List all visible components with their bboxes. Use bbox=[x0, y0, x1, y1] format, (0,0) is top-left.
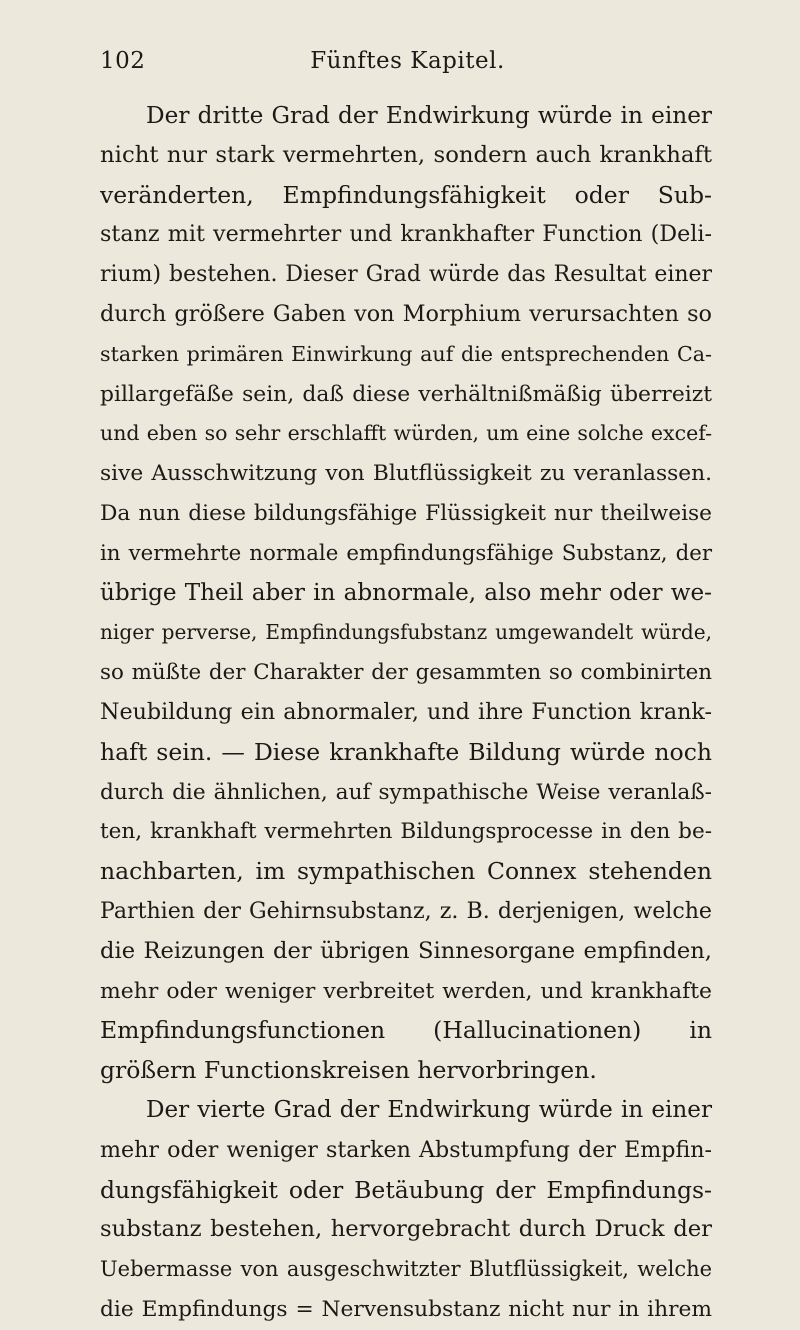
text-line: sive Ausschwitzung von Blutflüssigkeit zu veranlassen. bbox=[100, 461, 712, 487]
text-line: pillargefäße sein, daß diese verhältnißmäßig überreizt bbox=[100, 381, 712, 407]
text-line: stanz mit vermehrter und krankhafter Function (Deli- bbox=[100, 221, 712, 248]
text-line: durch größere Gaben von Morphium verursachten so bbox=[100, 300, 712, 327]
text-line: größern Functionskreisen hervorbringen. bbox=[100, 1056, 597, 1085]
text-line: rium) bestehen. Dieser Grad würde das Resultat einer bbox=[100, 262, 712, 288]
page-header bbox=[100, 44, 715, 78]
text-line: Der dritte Grad der Endwirkung würde in einer bbox=[146, 102, 712, 129]
text-line: mehr oder weniger starken Abstumpfung der Empfin- bbox=[100, 1136, 712, 1163]
text-line: Parthien der Gehirnsubstanz, z. B. derjenigen, welche bbox=[100, 897, 712, 924]
text-line: starken primären Einwirkung auf die entsprechenden Ca- bbox=[100, 341, 712, 366]
paragraph-2 bbox=[100, 1091, 712, 1330]
text-line: Neubildung ein abnormaler, und ihre Function krank- bbox=[100, 698, 712, 725]
text-line: nicht nur stark vermehrten, sondern auch krankhaft bbox=[100, 141, 712, 168]
text-line: die Reizungen der übrigen Sinnesorgane empfinden, bbox=[100, 937, 712, 964]
running-title: Fünftes Kapitel. bbox=[310, 48, 505, 74]
text-line: haft sein. — Diese krankhafte Bildung würde noch bbox=[100, 737, 712, 766]
text-line: Der vierte Grad der Endwirkung würde in einer bbox=[146, 1096, 712, 1123]
text-line: Uebermasse von ausgeschwitzter Blutflüssigkeit, welche bbox=[100, 1257, 712, 1282]
body-text bbox=[100, 96, 712, 1330]
text-line: Empfindungsfunctionen (Hallucinationen) in bbox=[100, 1016, 712, 1045]
text-line: und eben so sehr erschlafft würden, um eine solche excef- bbox=[100, 421, 712, 446]
text-line: veränderten, Empfindungsfähigkeit oder Sub- bbox=[100, 180, 712, 209]
text-line: durch die ähnlichen, auf sympathische Weise veranlaß- bbox=[100, 779, 712, 805]
text-line: ten, krankhaft vermehrten Bildungsprocesse in den be- bbox=[100, 819, 712, 845]
text-line: die Empfindungs = Nervensubstanz nicht nur in ihrem bbox=[100, 1296, 712, 1322]
text-line: dungsfähigkeit oder Betäubung der Empfindungs- bbox=[100, 1175, 712, 1204]
text-line: substanz bestehen, hervorgebracht durch Druck der bbox=[100, 1216, 712, 1243]
text-line: übrige Theil aber in abnormale, also mehr oder we- bbox=[100, 579, 712, 606]
paragraph-1 bbox=[100, 96, 712, 1091]
text-line: in vermehrte normale empfindungsfähige Substanz, der bbox=[100, 540, 712, 566]
text-line: nachbarten, im sympathischen Connex stehenden bbox=[100, 857, 712, 886]
text-line: so müßte der Charakter der gesammten so combinirten bbox=[100, 660, 712, 686]
page-number: 102 bbox=[100, 48, 146, 74]
text-line: mehr oder weniger verbreitet werden, und krankhafte bbox=[100, 978, 712, 1004]
text-line: niger perverse, Empfindungsfubstanz umgewandelt würde, bbox=[100, 620, 712, 645]
text-line: Da nun diese bildungsfähige Flüssigkeit nur theilweise bbox=[100, 500, 712, 526]
